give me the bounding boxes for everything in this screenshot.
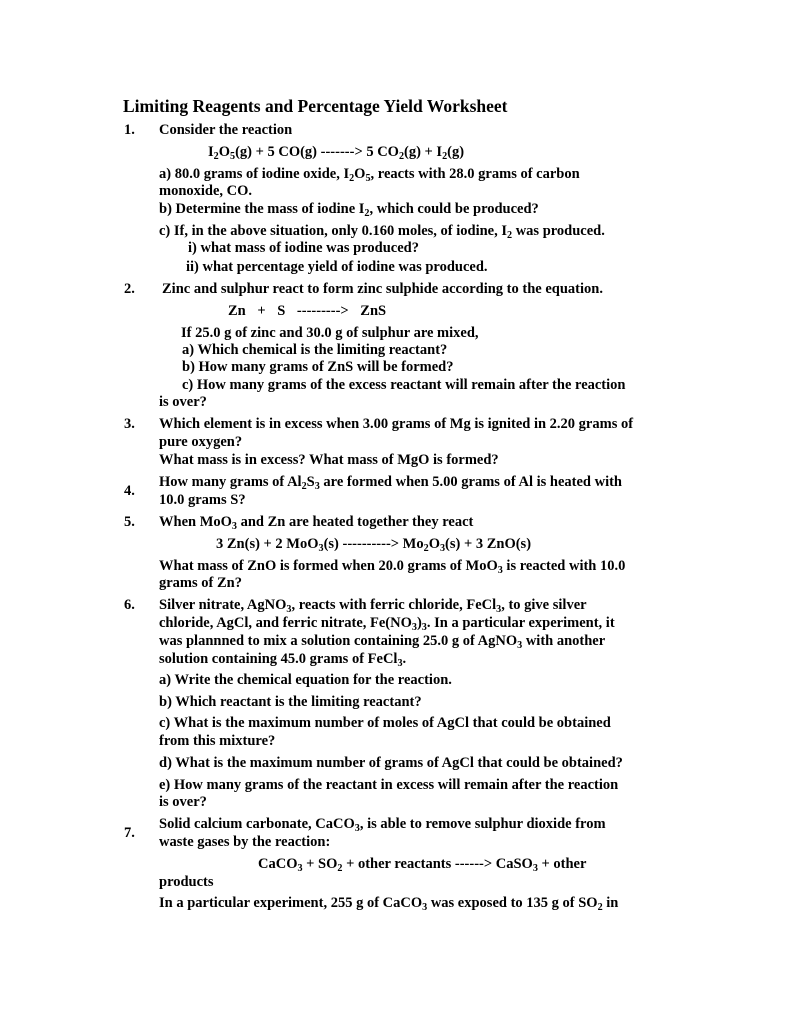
q6-line: a) Write the chemical equation for the reaction. — [159, 672, 452, 688]
q6-line: was plannned to mix a solution containing 25.0 g of AgNO$_3$ with another — [159, 633, 606, 651]
q2-line: a) Which chemical is the limiting reactant? — [182, 342, 448, 358]
q6-line: Silver nitrate, AgNO$_3$, reacts with ferric chloride, FeCl$_3$, to give silver — [159, 597, 587, 615]
q2-equation: Zn + S ---------> ZnS — [228, 303, 387, 319]
q6-line: chloride, AgCl, and ferric nitrate, $Fe(NO_3)_3$. In a particular experiment, it — [159, 615, 615, 633]
question-6-number: 6. — [124, 597, 135, 613]
page-title: Limiting Reagents and Percentage Yield Worksheet — [123, 96, 508, 116]
q1-equation: $I_2O_5(g) + 5$ CO(g) -------> 5 $CO_2(g) + I_2(g)$ — [208, 144, 465, 162]
q7-equation: CaCO$_3$ + $SO_2$ + other reactants ------> CaSO$_3$ + other — [258, 856, 587, 874]
question-4-number: 4. — [124, 483, 135, 499]
q3-line: Which element is in excess when 3.00 grams of Mg is ignited in 2.20 grams of — [159, 416, 634, 432]
q6-line: b) Which reactant is the limiting reactant? — [159, 694, 422, 710]
q5-equation: 3 Zn(s) + 2 MoO$_3$(s) ----------> $Mo_2O_3(s) + 3$ ZnO(s) — [216, 536, 532, 554]
q6-line: c) What is the maximum number of moles of AgCl that could be obtained — [159, 715, 611, 731]
q5-line: grams of Zn? — [159, 575, 242, 591]
q3-line: What mass is in excess? What mass of MgO is formed? — [159, 452, 499, 468]
q7-line: In a particular experiment, 255 g of CaCO$_3$ was exposed to 135 g of $SO_2$ in — [159, 895, 619, 913]
q2-line: Zinc and sulphur react to form zinc sulphide according to the equation. — [162, 281, 603, 297]
question-7-number: 7. — [124, 825, 135, 841]
q6-line: e) How many grams of the reactant in excess will remain after the reaction — [159, 777, 619, 793]
q2-line: If 25.0 g of zinc and 30.0 g of sulphur are mixed, — [181, 325, 479, 341]
q1-line: Consider the reaction — [159, 122, 293, 138]
q4-line: 10.0 grams S? — [159, 492, 246, 508]
question-3-number: 3. — [124, 416, 135, 432]
q2-line: b) How many grams of ZnS will be formed? — [182, 359, 454, 375]
q7-line: Solid calcium carbonate, CaCO$_3$, is able to remove sulphur dioxide from — [159, 816, 606, 834]
q7-line: products — [159, 874, 214, 890]
q1-line: ii) what percentage yield of iodine was produced. — [186, 259, 488, 275]
q2-line: is over? — [159, 394, 207, 410]
q4-line: How many grams of $Al_2S_3$ are formed when 5.00 grams of Al is heated with — [159, 474, 622, 492]
q5-line: When MoO$_3$ and Zn are heated together they react — [159, 514, 474, 532]
q1-line: i) what mass of iodine was produced? — [188, 240, 419, 256]
q5-line: What mass of ZnO is formed when 20.0 grams of MoO$_3$ is reacted with 10.0 — [159, 558, 626, 576]
q1-line: monoxide, CO. — [159, 183, 253, 199]
question-5-number: 5. — [124, 514, 135, 530]
q1-line: b) Determine the mass of iodine $I_2$, which could be produced? — [159, 201, 539, 219]
q6-line: is over? — [159, 794, 207, 810]
question-2-number: 2. — [124, 281, 135, 297]
q3-line: pure oxygen? — [159, 434, 243, 450]
q6-line: from this mixture? — [159, 733, 276, 749]
question-1-number: 1. — [124, 122, 135, 138]
q2-line: c) How many grams of the excess reactant will remain after the reaction — [182, 377, 626, 393]
q7-line: waste gases by the reaction: — [159, 834, 331, 850]
q6-line: d) What is the maximum number of grams of AgCl that could be obtained? — [159, 755, 623, 771]
q1-line: a) 80.0 grams of iodine oxide, $I_2O_5$, reacts with 28.0 grams of carbon — [159, 166, 580, 184]
q1-line: c) If, in the above situation, only 0.160 moles, of iodine, $I_2$ was produced. — [159, 223, 605, 241]
q6-line: solution containing 45.0 grams of FeCl$_3$. — [159, 651, 407, 669]
